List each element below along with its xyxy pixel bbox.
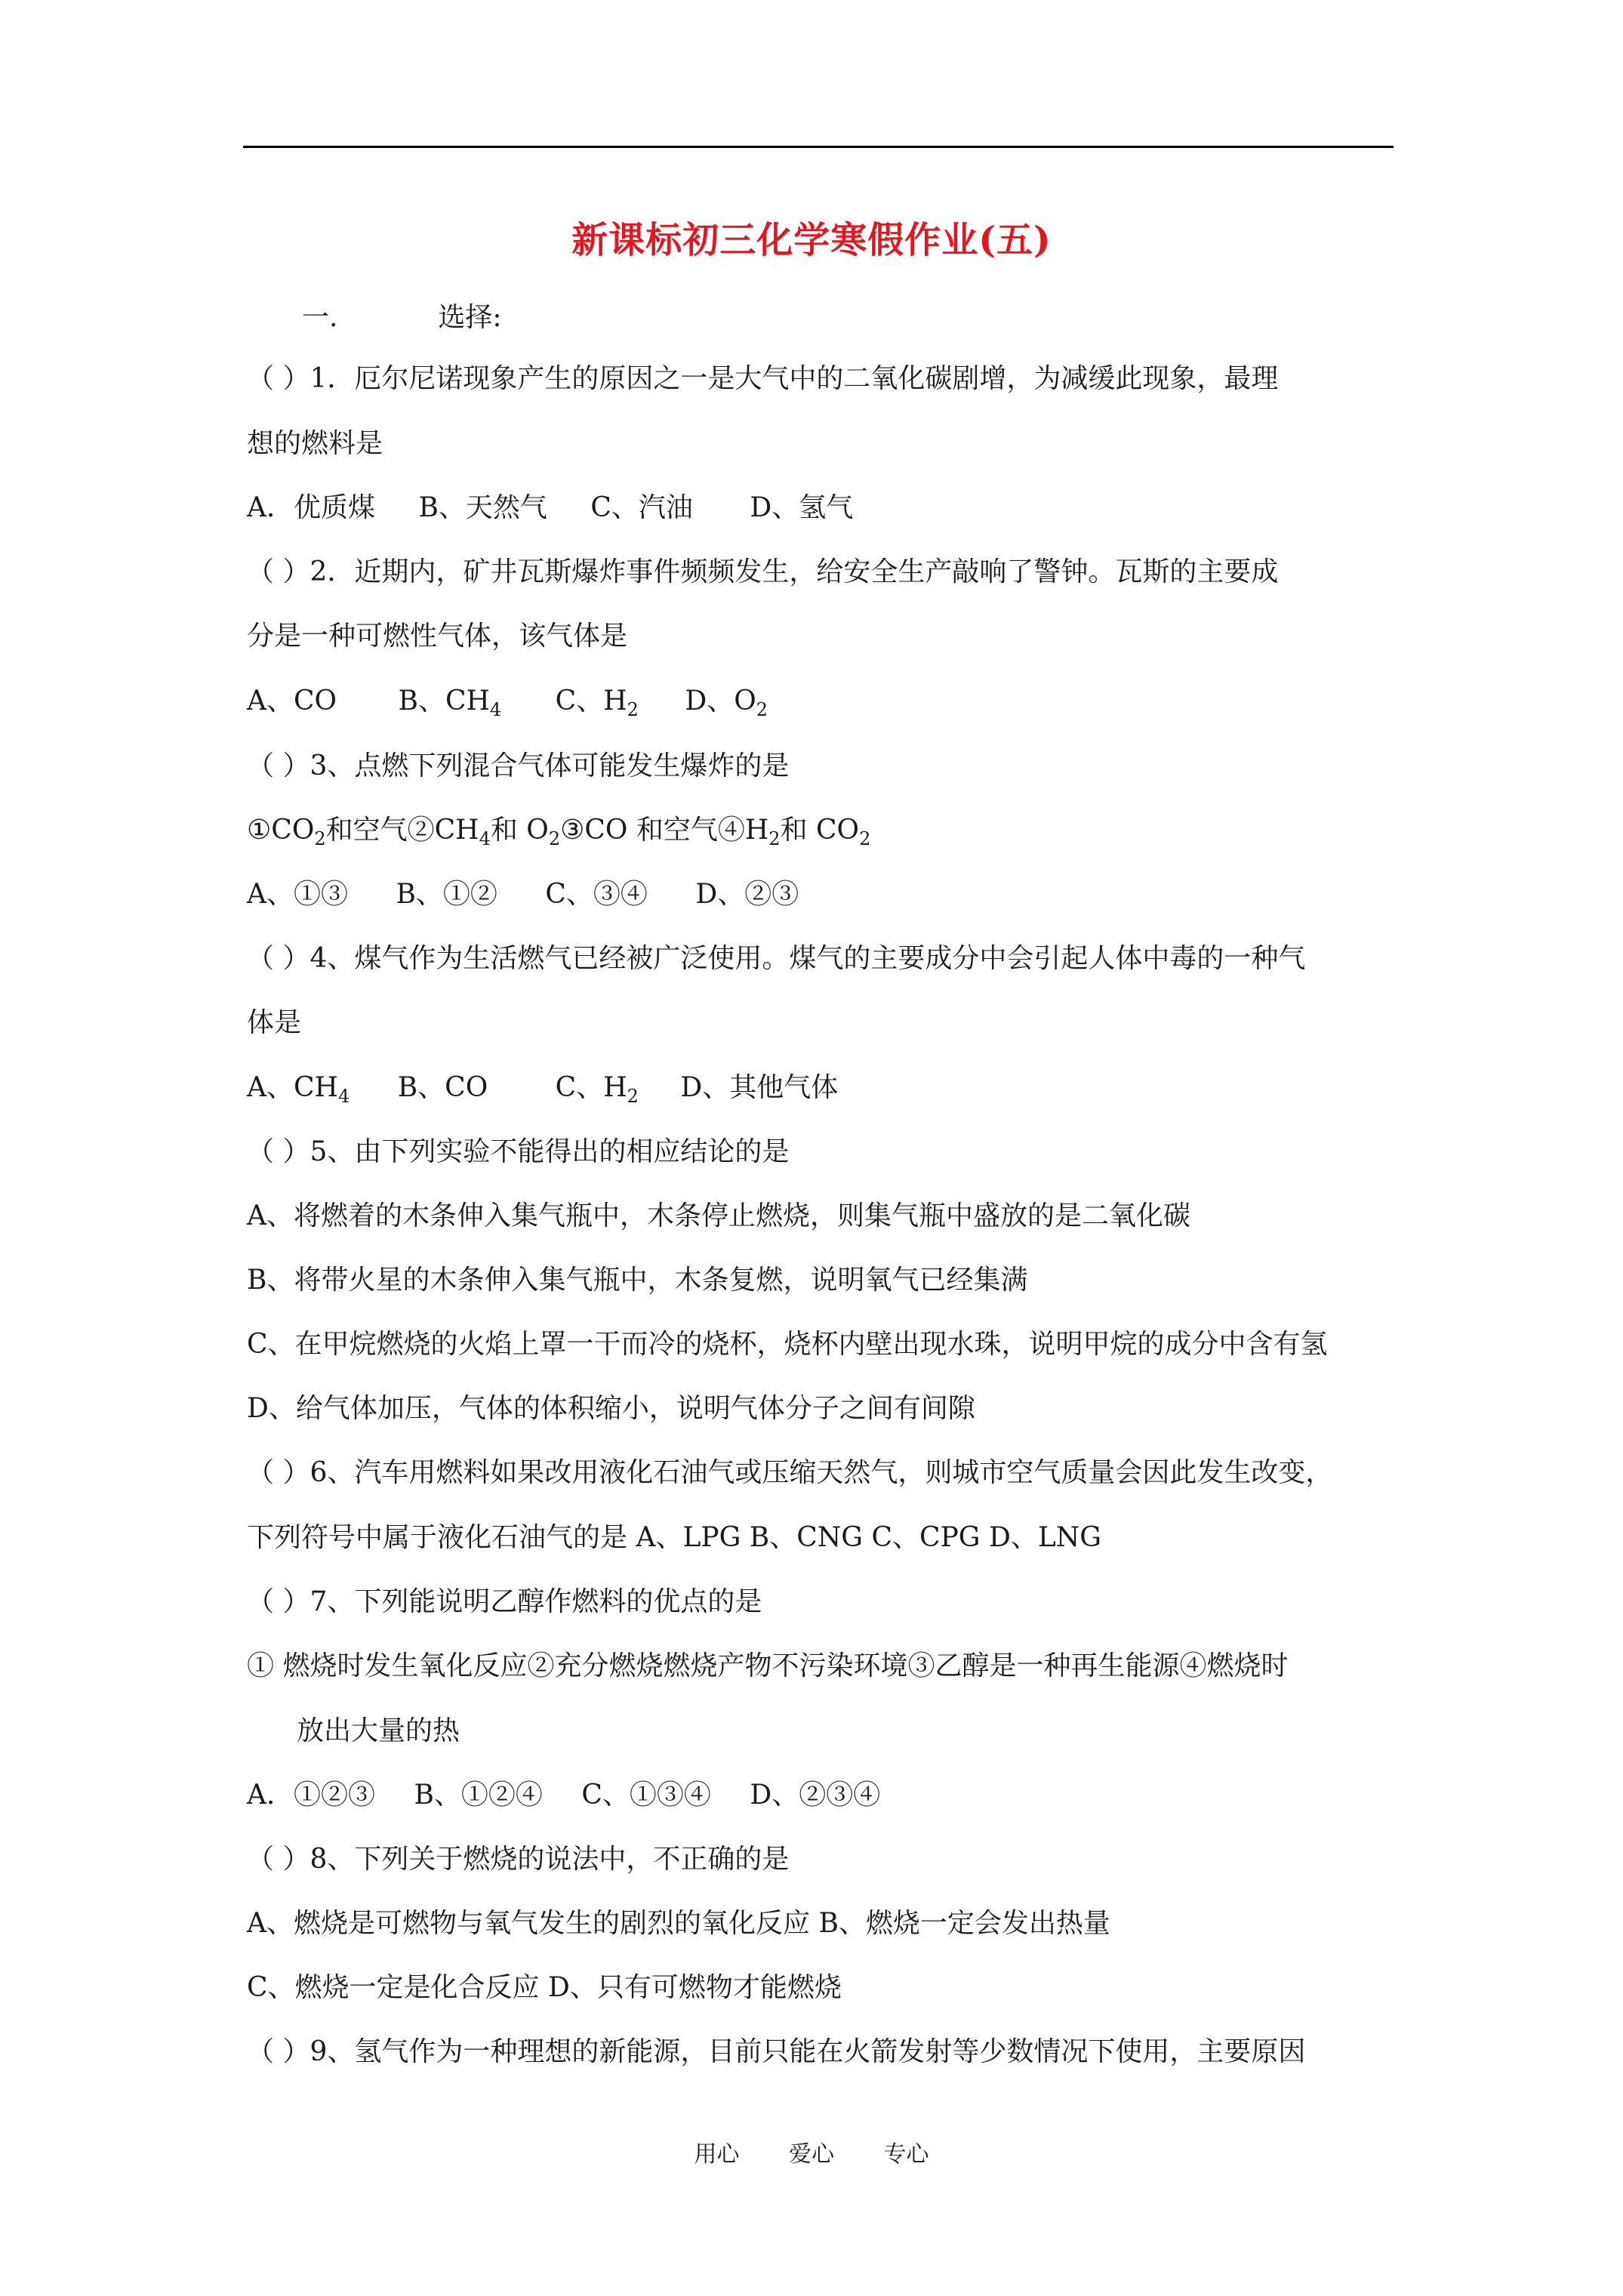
q7-option-d: D、②③④ (750, 1780, 881, 1811)
q2-option-d: D、$O_2$ (685, 686, 768, 720)
q8-stem: （ ）8、下列关于燃烧的说法中，不正确的是 (247, 1844, 790, 1875)
q7-options (247, 1777, 880, 1814)
section-heading (302, 299, 502, 337)
q1-option-c: C、汽油 (590, 492, 693, 523)
q4-stem-line2: 体是 (247, 1007, 302, 1038)
section-label: 选择: (438, 302, 502, 333)
q3-option-a: A、①③ (247, 879, 348, 910)
q3-option-c: C、③④ (545, 879, 648, 910)
q4-options (247, 1069, 838, 1115)
q2-option-b: B、$CH_4$ (398, 686, 502, 720)
q7-option-a: A．①②③ (247, 1780, 375, 1811)
q5-option-c: C、在甲烷燃烧的火焰上罩一干而冷的烧杯，烧杯内壁出现水珠，说明甲烷的成分中含有氢 (247, 1329, 1328, 1360)
q2-options (247, 683, 768, 729)
q2-stem-line1: （ ）2．近期内，矿井瓦斯爆炸事件频频发生，给安全生产敲响了警钟。瓦斯的主要成 (247, 556, 1279, 587)
q4-option-a: A、$CH_4$ (247, 1072, 350, 1107)
q5-option-b: B、将带火星的木条伸入集气瓶中，木条复燃，说明氧气已经集满 (247, 1265, 1028, 1296)
q5-stem: （ ）5、由下列实验不能得出的相应结论的是 (247, 1136, 790, 1167)
q3-option-d: D、②③ (695, 879, 799, 910)
q2-option-c: C、$H_2$ (555, 686, 639, 720)
page-title: 新课标初三化学寒假作业(五) (571, 219, 1052, 261)
q5-option-a: A、将燃着的木条伸入集气瓶中，木条停止燃烧，则集气瓶中盛放的是二氧化碳 (247, 1200, 1190, 1231)
q9-stem: （ ）9、氢气作为一种理想的新能源，目前只能在火箭发射等少数情况下使用，主要原因 (247, 2036, 1306, 2067)
q7-stem: （ ）7、下列能说明乙醇作燃料的优点的是 (247, 1586, 762, 1617)
q6-stem-line1: （ ）6、汽车用燃料如果改用液化石油气或压缩天然气，则城市空气质量会因此发生改变， (247, 1457, 1333, 1488)
q3-mixtures: $①CO_2$和空气$②CH_4$和 $O_2③CO$ 和空气$④H_2$和 $CO_2$ (247, 815, 871, 849)
q5-option-d: D、给气体加压，气体的体积缩小，说明气体分子之间有间隙 (247, 1393, 975, 1424)
q7-option-b: B、①②④ (414, 1780, 543, 1811)
header-rule (243, 146, 1394, 148)
q7-option-c: C、①③④ (581, 1780, 711, 1811)
q3-stem: （ ）3、点燃下列混合气体可能发生爆炸的是 (247, 750, 790, 781)
section-number: 一. (302, 302, 338, 333)
footer-text-1: 用心 (694, 2141, 740, 2168)
q1-options (247, 489, 853, 527)
q8-options-line2: C、燃烧一定是化合反应 D、只有可燃物才能燃烧 (247, 1972, 842, 2003)
q1-stem-line1: （ ）1．厄尔尼诺现象产生的原因之一是大气中的二氧化碳剧增，为减缓此现象，最理 (247, 363, 1279, 394)
q1-option-b: B、天然气 (418, 492, 547, 523)
q4-stem-line1: （ ）4、煤气作为生活燃气已经被广泛使用。煤气的主要成分中会引起人体中毒的一种气 (247, 943, 1306, 974)
q1-stem-line2: 想的燃料是 (247, 428, 383, 459)
footer-text-2: 爱心 (789, 2141, 834, 2168)
q3-option-b: B、①② (396, 879, 497, 910)
q2-stem-line2: 分是一种可燃性气体，该气体是 (247, 621, 628, 652)
q1-option-a: A．优质煤 (247, 492, 375, 523)
q8-options-line1: A、燃烧是可燃物与氧气发生的剧烈的氧化反应 B、燃烧一定会发出热量 (247, 1908, 1110, 1939)
q2-option-a: A、CO (247, 686, 337, 717)
q6-stem-line2: 下列符号中属于液化石油气的是 A、LPG B、CNG C、CPG D、LNG (247, 1522, 1102, 1553)
q7-statements-line2: 放出大量的热 (297, 1715, 460, 1746)
q4-option-d: D、其他气体 (680, 1072, 839, 1103)
q4-option-c: C、$H_2$ (555, 1072, 639, 1107)
q4-option-b: B、CO (397, 1072, 488, 1103)
q3-options (247, 876, 799, 914)
q7-statements-line1: ① 燃烧时发生氧化反应②充分燃烧燃烧产物不污染环境③乙醇是一种再生能源④燃烧时 (247, 1650, 1289, 1681)
footer-text-3: 专心 (883, 2141, 929, 2168)
q1-option-d: D、氢气 (750, 492, 854, 523)
page-footer (0, 2140, 1623, 2170)
